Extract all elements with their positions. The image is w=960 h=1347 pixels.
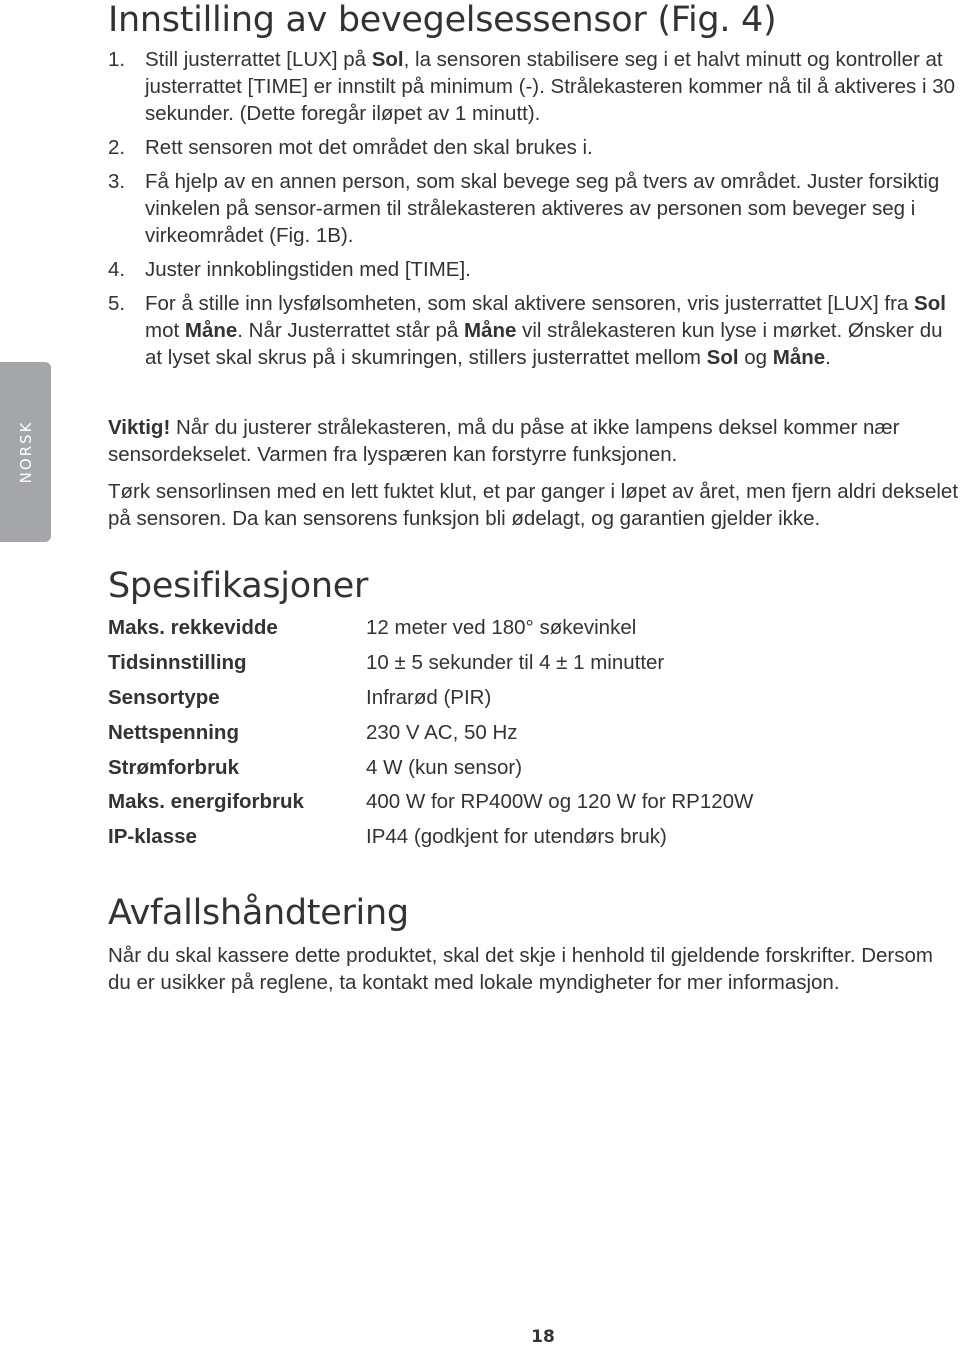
disposal-title: Avfallshåndtering (108, 893, 409, 933)
spec-value: 4 W (kun sensor) (366, 755, 523, 779)
installation-title: Innstilling av bevegelsessensor (Fig. 4) (108, 0, 777, 40)
spec-label: Maks. energiforbruk (108, 790, 304, 814)
step-number: 1. (108, 48, 126, 71)
step-number: 5. (108, 292, 126, 315)
table-row (108, 646, 753, 681)
language-tab (0, 362, 51, 542)
spec-value: 12 meter ved 180° søkevinkel (366, 616, 637, 640)
step-text: Still justerrattet [LUX] på Sol, la sensoren stabilisere seg i et halvt minutt og kontroller at justerrattet [TIME] er innstilt på minimum (-). Strålekasteren kommer nå til å aktiveres i 30 sekunder. (Dette foregår iløpet av 1 minutt). (145, 48, 956, 125)
table-row (108, 715, 753, 750)
table-row (108, 820, 753, 855)
spec-value: 230 V AC, 50 Hz (366, 720, 518, 744)
step-number: 3. (108, 170, 126, 193)
installation-steps (108, 46, 960, 378)
language-tab-label: NORSK (16, 420, 35, 484)
step-text: Få hjelp av en annen person, som skal bevege seg på tvers av området. Juster forsiktig vinkelen på sensor-armen til strålekasteren aktiveres av personen som beveger seg i virkeområdet (Fig. 1B). (145, 170, 940, 247)
disposal-text: Når du skal kassere dette produktet, skal det skje i henhold til gjeldende forskrifter. Dersom du er usikker på reglene, ta kontakt med lokale myndigheter for mer informasjon. (108, 944, 933, 994)
spec-label: Tidsinnstilling (108, 651, 247, 675)
spec-value: IP44 (godkjent for utendørs bruk) (366, 825, 667, 849)
step-number: 2. (108, 136, 126, 159)
page-number: 18 (531, 1327, 555, 1347)
table-row (108, 785, 753, 820)
step-number: 4. (108, 258, 126, 281)
step-1 (108, 46, 960, 127)
spec-value: Infrarød (PIR) (366, 685, 492, 709)
step-3 (108, 168, 960, 249)
important-text: Når du justerer strålekasteren, må du påse at ikke lampens deksel kommer nær sensordekselet. Varmen fra lyspæren kan forstyrre funksjonen. (108, 416, 900, 466)
step-text: Juster innkoblingstiden med [TIME]. (145, 258, 471, 281)
spec-label: Sensortype (108, 685, 220, 709)
step-5 (108, 290, 960, 371)
specifications-table (108, 611, 753, 855)
important-note (108, 414, 960, 468)
step-text: For å stille inn lysfølsomheten, som skal aktivere sensoren, vris justerrattet [LUX] fra Sol mot Måne. Når Justerrattet står på Måne vil strålekasteren kun lyse i mørket. Ønsker du at lyset skal skrus på i skumringen, stillers justerrattet mellom Sol og Måne. (145, 292, 946, 369)
step-2 (108, 134, 960, 161)
spec-label: IP-klasse (108, 825, 197, 849)
cleaning-note: Tørk sensorlinsen med en lett fuktet klut, et par ganger i løpet av året, men fjern aldri dekselet på sensoren. Da kan sensorens funksjon bli ødelagt, og garantien gjelder ikke. (108, 480, 959, 530)
table-row (108, 750, 753, 785)
step-4 (108, 256, 960, 283)
spec-value: 10 ± 5 sekunder til 4 ± 1 minutter (366, 651, 665, 675)
step-text: Rett sensoren mot det området den skal brukes i. (145, 136, 593, 159)
spec-label: Nettspenning (108, 720, 239, 744)
spec-value: 400 W for RP400W og 120 W for RP120W (366, 790, 754, 814)
important-label: Viktig! (108, 416, 171, 439)
table-row (108, 611, 753, 646)
spec-label: Maks. rekkevidde (108, 616, 278, 640)
spec-label: Strømforbruk (108, 755, 239, 779)
table-row (108, 681, 753, 716)
specifications-title: Spesifikasjoner (108, 566, 369, 606)
